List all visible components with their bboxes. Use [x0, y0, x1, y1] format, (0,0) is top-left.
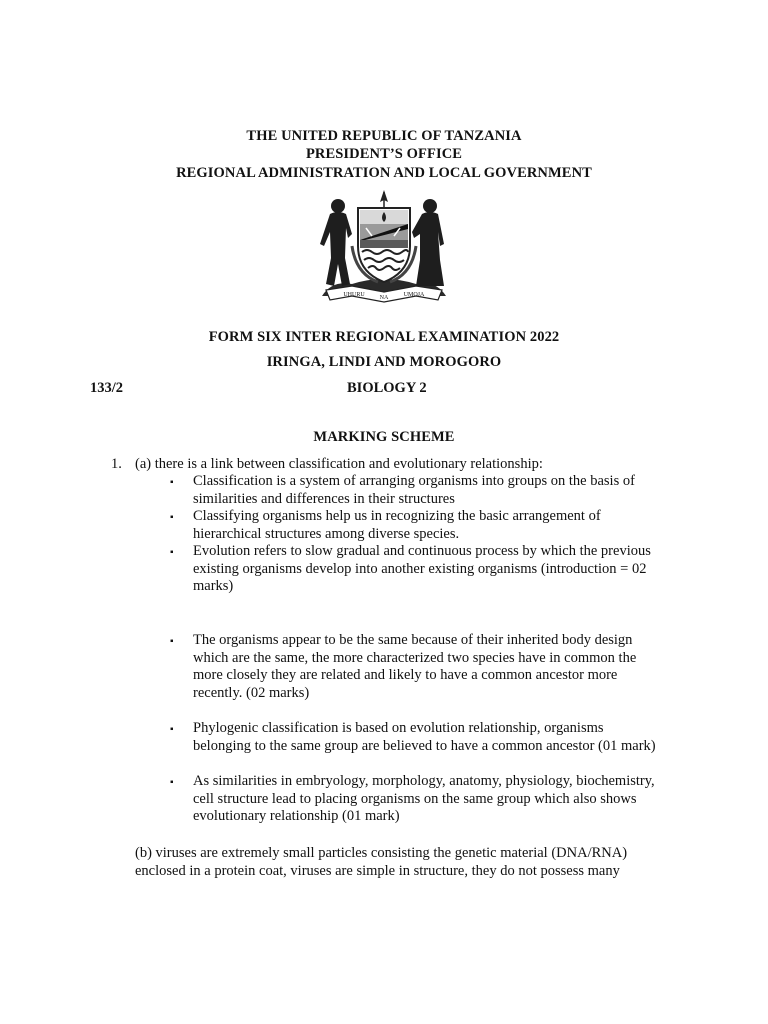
bullet-square-icon: ▪ [170, 777, 174, 788]
bullet-line: existing organisms develop into another existing organisms (introduction = 02 [193, 560, 647, 577]
bullet-square-icon: ▪ [170, 477, 174, 488]
bullet-text [193, 773, 690, 826]
part-b-line: enclosed in a protein coat, viruses are simple in structure, they do not possess many [135, 863, 620, 879]
bullet-line: As similarities in embryology, morphology, anatomy, physiology, biochemistry, [193, 773, 655, 789]
bullet-line: marks) [193, 578, 234, 595]
bullet-text [193, 543, 690, 596]
bullet-square-icon: ▪ [170, 636, 174, 647]
motto-left: UHURU [343, 292, 365, 298]
bullet-line: The organisms appear to be the same because of their inherited body design [193, 632, 633, 648]
bullet-line: which are the same, the more characterized two species have in common the [193, 649, 637, 666]
paper-subject: BIOLOGY 2 [347, 380, 427, 396]
question-number: 1. [111, 456, 122, 472]
bullet-line: Evolution refers to slow gradual and continuous process by which the previous [193, 543, 651, 559]
coat-of-arms-icon [312, 188, 456, 306]
paper-code: 133/2 [90, 380, 124, 396]
part-b-paragraph [135, 844, 675, 880]
bullet-text [193, 508, 690, 543]
bullet-square-icon: ▪ [170, 724, 174, 735]
bullet-line: belonging to the same group are believed to have a common ancestor (01 mark) [193, 737, 656, 754]
bullet-square-icon: ▪ [170, 512, 174, 523]
exam-regions: IRINGA, LINDI AND MOROGORO [266, 354, 502, 370]
bullet-text [193, 720, 690, 755]
bullet-line: Classifying organisms help us in recognizing the basic arrangement of [193, 508, 601, 524]
bullet-line: recently. (02 marks) [193, 684, 310, 701]
bullet-line: Phylogenic classification is based on evolution relationship, organisms [193, 720, 604, 736]
header-office: PRESIDENT’S OFFICE [305, 146, 463, 162]
exam-title: FORM SIX INTER REGIONAL EXAMINATION 2022 [208, 329, 560, 345]
bullet-line: evolutionary relationship (01 mark) [193, 808, 400, 825]
motto-right: UMOJA [403, 292, 425, 298]
bullet-line: similarities and differences in their structures [193, 490, 455, 507]
bullet-text [193, 632, 690, 702]
bullet-line: hierarchical structures among diverse species. [193, 525, 460, 542]
marking-scheme-title: MARKING SCHEME [313, 429, 455, 445]
part-b-line: (b) viruses are extremely small particles consisting the genetic material (DNA/RNA) [135, 845, 628, 861]
bullet-line: more closely they are related and likely to have a common ancestor more [193, 667, 618, 684]
bullet-line: Classification is a system of arranging organisms into groups on the basis of [193, 473, 635, 489]
header-country: THE UNITED REPUBLIC OF TANZANIA [246, 128, 522, 144]
bullet-text [193, 473, 690, 508]
bullet-line: cell structure lead to placing organisms on the same group which also shows [193, 790, 637, 807]
header-ministry: REGIONAL ADMINISTRATION AND LOCAL GOVERNMENT [176, 165, 592, 181]
motto-mid: NA [379, 295, 389, 301]
bullet-square-icon: ▪ [170, 547, 174, 558]
part-a-intro: (a) there is a link between classification and evolutionary relationship: [135, 456, 543, 472]
